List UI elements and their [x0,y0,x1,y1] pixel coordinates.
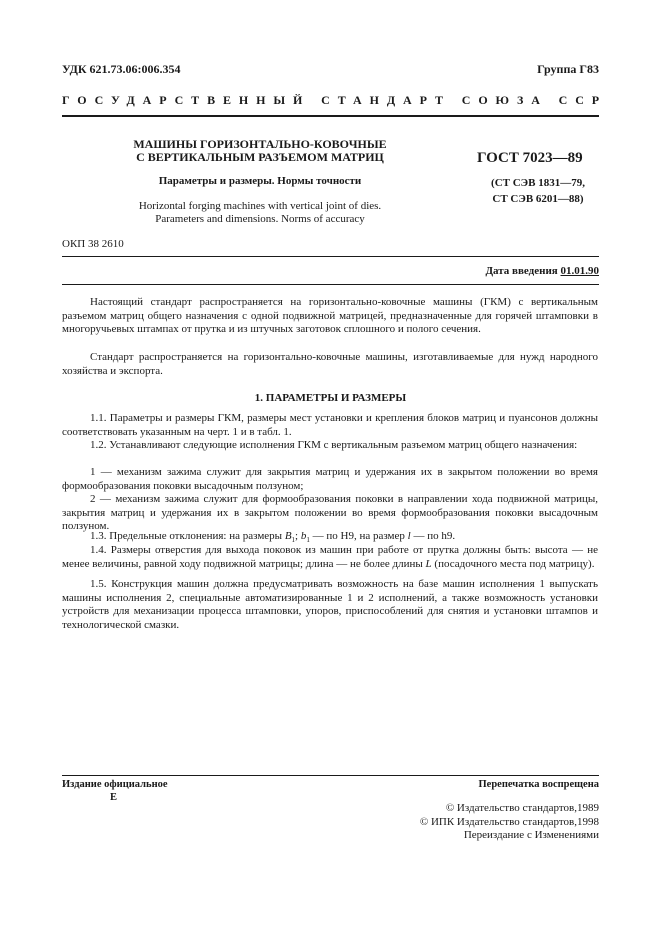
english-title-line-1: Horizontal forging machines with vertical joint of dies. [138,200,382,212]
intro-date-rule [62,284,599,285]
title-line-2: С ВЕРТИКАЛЬНЫМ РАЗЪЕМОМ МАТРИЦ [136,150,384,164]
english-title [62,200,458,226]
clause-1-4 [62,544,598,571]
udk-code: УДК 621.73.06:006.354 [62,62,181,76]
clause-1-5: 1.5. Конструкция машин должна предусматривать возможность на базе машин исполнения 1 выпускать машины исполнения 2, специальные автоматизированные 1 и 2 исполнений, а также возможность установки устройств для механизации процесса штамповки, упоров, приспособлений для снятия и установки штампов и технологической смазки. [62,578,598,631]
clause-1-4-end: (посадочного места под матрицу). [431,557,595,570]
group-code: Группа Г83 [537,62,599,76]
clause-1-1: 1.1. Параметры и размеры ГКМ, размеры мест установки и крепления блоков матриц и пуансонов должны соответствовать указанным на черт. 1 и в табл. 1. [62,412,598,438]
sev-ref-1: (СТ СЭВ 1831—79, [491,177,585,189]
document-title [62,138,458,164]
reissue-note: Переиздание с Изменениями [463,829,599,842]
dimension-b: b [300,530,307,542]
document-subtitle: Параметры и размеры. Нормы точности [158,175,362,187]
dimension-b-index: 1 [306,536,310,545]
introduction-date [485,265,599,279]
clause-1-3-text: 1.3. Предельные отклонения: на размеры [90,530,285,542]
dimension-B-index: 1 [291,536,296,545]
sev-references [477,175,599,207]
okp-code: ОКП 38 2610 [62,238,124,250]
clause-1-2-variant-2: 2 — механизм зажима служит для формообразования поковки в направлении хода подвижной матрицы, закрытия матриц и удержания их в закрытом положении во время формообразования поковки высадочным ползуном. [62,493,598,533]
intro-paragraph-1: Настоящий стандарт распространяется на горизонтально-ковочные машины (ГКМ) с вертикальным разъемом матриц общего назначения с одной подвижной матрицей, предназначенные для горячей штамповки в многоручьевых штампах от прутка и из штучных заготовок сплошного и полого сечения. [62,296,598,336]
clause-1-3-separator: ; [295,530,301,542]
intro-date-label: Дата введения [485,265,558,277]
copyright-1998: © ИПК Издательство стандартов,1998 [419,815,599,828]
state-standard-banner: ГОСУДАРСТВЕННЫЙ СТАНДАРТ СОЮЗА ССР [62,93,608,107]
dimension-B: B [284,530,292,542]
dimension-L: L [425,557,432,570]
section-1-heading: 1. ПАРАМЕТРЫ И РАЗМЕРЫ [254,392,407,404]
dimension-l: l [407,530,411,542]
okp-rule [62,256,599,257]
intro-date-value: 01.01.90 [560,265,599,277]
english-title-line-2: Parameters and dimensions. Norms of accuracy [155,213,365,225]
intro-paragraph-2: Стандарт распространяется на горизонтально-ковочные машины, изготавливаемые для нужд народного хозяйства и экспорта. [62,351,598,377]
reprint-notice: Перепечатка воспрещена [478,779,599,790]
official-edition: Издание официальное [62,779,168,790]
copyright-block [420,802,599,843]
clause-1-2: 1.2. Устанавливают следующие исполнения ГКМ с вертикальным разъемом матриц общего назначения: [90,439,578,451]
clause-1-3-end: — по h9. [410,530,456,542]
clause-1-3-middle: — по H9, на размер [309,530,408,542]
footer-rule [62,775,599,776]
title-line-1: МАШИНЫ ГОРИЗОНТАЛЬНО-КОВОЧНЫЕ [133,137,387,151]
clause-1-2-variant-1: 1 — механизм зажима служит для закрытия матриц и удержания их в закрытом положении во время формообразования поковки высадочным ползуном; [62,466,598,492]
header-rule [62,115,599,117]
gost-number: ГОСТ 7023—89 [477,150,583,166]
edition-letter: Е [110,792,118,803]
copyright-1989: © Издательство стандартов,1989 [445,802,599,814]
sev-ref-2: СТ СЭВ 6201—88) [492,193,584,205]
clause-1-4-text: 1.4. Размеры отверстия для выхода поковок из машин при работе от прутка должны быть: высота — не менее величины, равной ходу подвижной матрицы; длина — не более длины [62,544,598,570]
